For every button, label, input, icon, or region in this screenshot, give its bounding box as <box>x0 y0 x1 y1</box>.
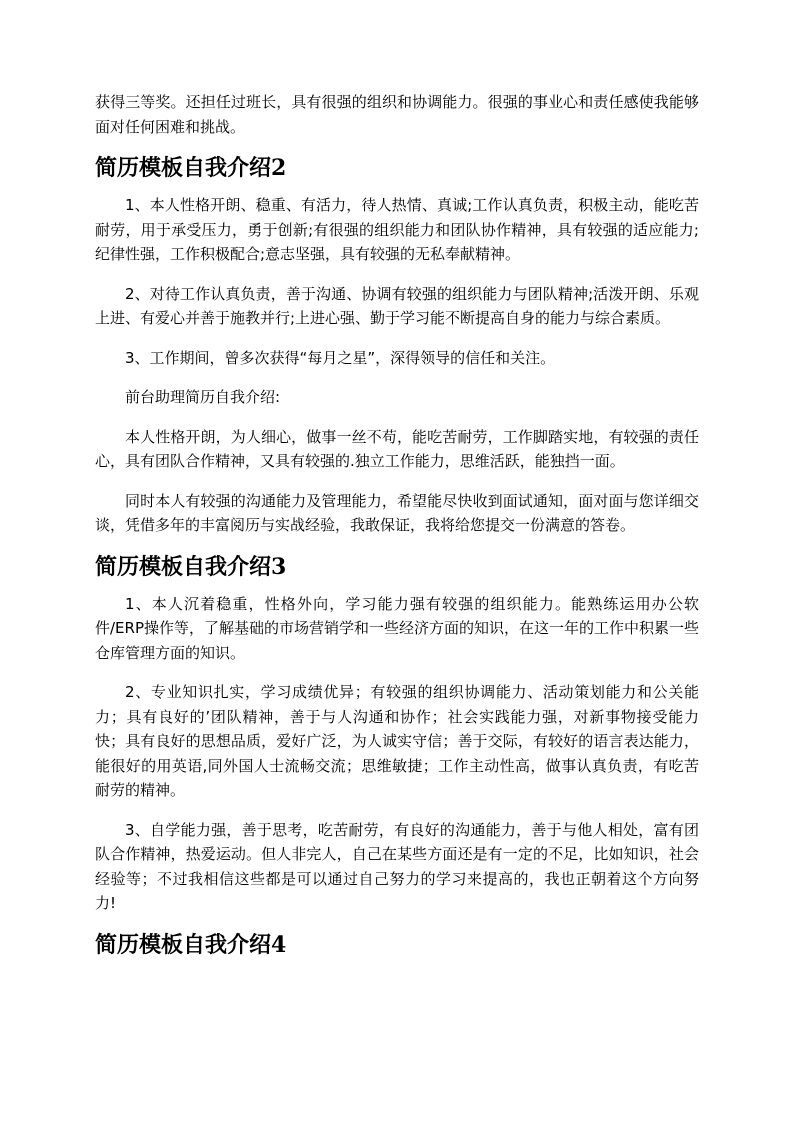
section-3-paragraph-2: 2、专业知识扎实，学习成绩优异；有较强的组织协调能力、活动策划能力和公关能力；具有良好的’团队精神，善于与人沟通和协作；社会实践能力强，对新事物接受能力快；具有良好的思想品质，爱好广泛，为人诚实守信；善于交际，有较好的语言表达能力，能很好的用英语,同外国人士流畅交流；思维敏捷；工作主动性高，做事认真负责，有吃苦耐劳的精神。 <box>95 683 699 799</box>
section-heading-4: 简历模板自我介绍4 <box>95 931 287 958</box>
document-page <box>95 90 699 960</box>
section-3-paragraph-3: 3、自学能力强，善于思考，吃苦耐劳，有良好的沟通能力，善于与他人相处，富有团队合作精神，热爱运动。但人非完人，自己在某些方面还是有一定的不足，比如知识，社会经验等；不过我相信这些都是可以通过自己努力的学习来提高的，我也正朝着这个方向努力! <box>95 820 699 912</box>
section-2-paragraph-5: 本人性格开朗，为人细心，做事一丝不苟，能吃苦耐劳，工作脚踏实地，有较强的责任心，具有团队合作精神，又具有较强的.独立工作能力，思维活跃，能独挡一面。 <box>95 427 699 470</box>
section-2-paragraph-3: 3、工作期间，曾多次获得“每月之星”，深得领导的信任和关注。 <box>125 348 556 367</box>
section-2-paragraph-4: 前台助理简历自我介绍: <box>125 388 281 406</box>
section-3-paragraph-1: 1、本人沉着稳重，性格外向，学习能力强有较强的组织能力。能熟练运用办公软件/ERP操作等，了解基础的市场营销学和一些经济方面的知识，在这一年的工作中积累一些仓库管理方面的知识。 <box>95 594 700 662</box>
section-2-paragraph-6: 同时本人有较强的沟通能力及管理能力，希望能尽快收到面试通知，面对面与您详细交谈，凭借多年的丰富阅历与实战经验，我敢保证，我将给您提交一份满意的答卷。 <box>95 491 699 534</box>
intro-paragraph: 获得三等奖。还担任过班长，具有很强的组织和协调能力。很强的事业心和责任感使我能够面对任何困难和挑战。 <box>95 93 699 136</box>
section-2-paragraph-1: 1、本人性格开朗、稳重、有活力，待人热情、真诚;工作认真负责，积极主动，能吃苦耐劳，用于承受压力，勇于创新;有很强的组织能力和团队协作精神，具有较强的适应能力;纪律性强，工作积极配合;意志坚强，具有较强的无私奉献精神。 <box>95 196 699 263</box>
section-2-paragraph-2: 2、对待工作认真负责，善于沟通、协调有较强的组织能力与团队精神;活泼开朗、乐观上进、有爱心并善于施教并行;上进心强、勤于学习能不断提高自身的能力与综合素质。 <box>95 284 699 327</box>
section-heading-2: 简历模板自我介绍2 <box>95 155 287 181</box>
section-heading-3: 简历模板自我介绍3 <box>95 553 287 580</box>
